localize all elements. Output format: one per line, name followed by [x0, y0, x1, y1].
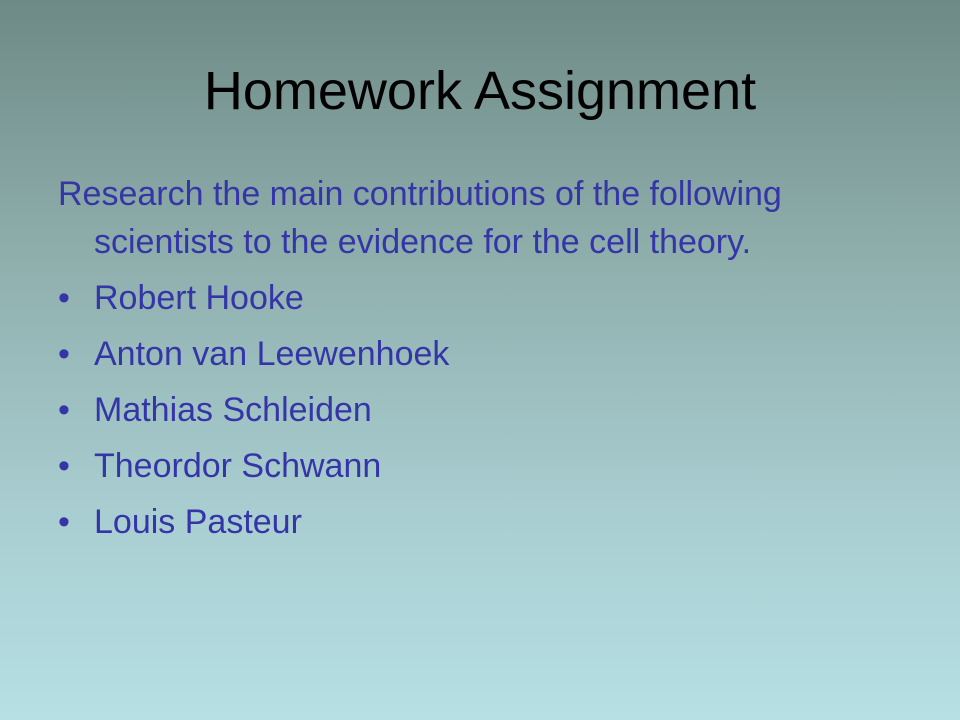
scientist-list — [58, 274, 908, 546]
bullet-icon: • — [58, 335, 70, 373]
bullet-icon: • — [58, 503, 70, 541]
scientist-name: Anton van Leewenhoek — [94, 335, 450, 373]
list-item — [58, 442, 908, 490]
list-item — [58, 498, 908, 546]
slide-body — [58, 170, 908, 554]
list-item — [58, 386, 908, 434]
scientist-name: Louis Pasteur — [94, 503, 302, 541]
scientist-name: Robert Hooke — [94, 279, 304, 317]
scientist-name: Theordor Schwann — [94, 447, 382, 485]
scientist-name: Mathias Schleiden — [94, 391, 372, 429]
list-item — [58, 330, 908, 378]
bullet-icon: • — [58, 279, 70, 317]
bullet-icon: • — [58, 447, 70, 485]
list-item — [58, 274, 908, 322]
intro-paragraph: Research the main contributions of the following scientists to the evidence for the cell theory. — [58, 175, 782, 261]
bullet-icon: • — [58, 391, 70, 429]
slide-title: Homework Assignment — [203, 61, 757, 121]
